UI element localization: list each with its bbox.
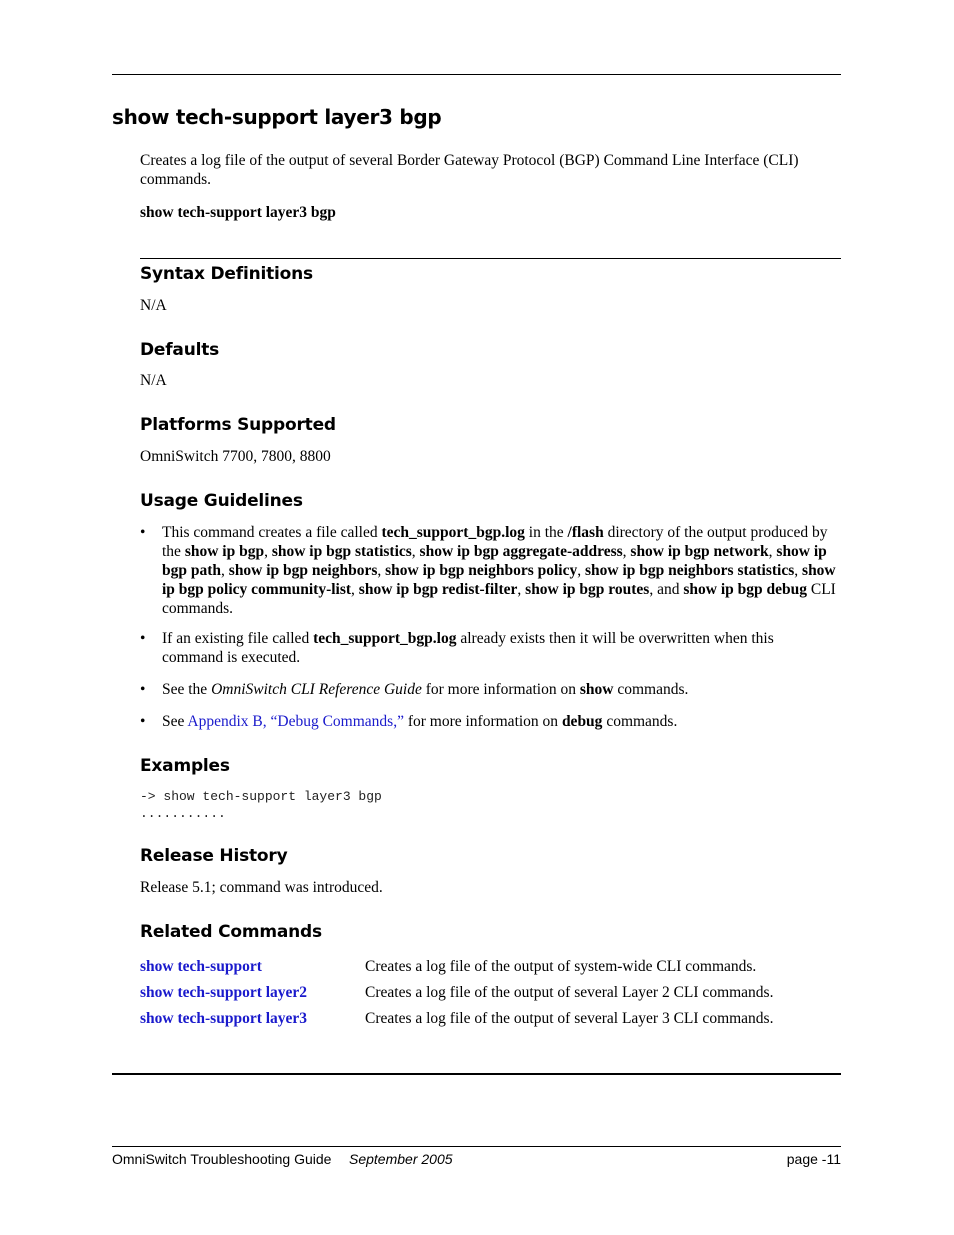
- example-code-line-1: -> show tech-support layer3 bgp: [140, 789, 382, 804]
- heading-defaults: Defaults: [140, 340, 220, 360]
- related-command-link[interactable]: show tech-support: [140, 958, 262, 975]
- release-history-text: Release 5.1; command was introduced.: [140, 879, 383, 896]
- top-rule: [112, 74, 841, 75]
- related-command-desc: Creates a log file of the output of several Layer 2 CLI commands.: [365, 984, 774, 1001]
- bullet-icon: •: [140, 524, 146, 541]
- example-code-line-2: ...........: [140, 806, 226, 821]
- command-syntax: show tech-support layer3 bgp: [140, 204, 336, 221]
- footer-guide-title: OmniSwitch Troubleshooting Guide: [112, 1151, 332, 1167]
- platforms-text: OmniSwitch 7700, 7800, 8800: [140, 448, 331, 465]
- related-command-desc: Creates a log file of the output of several Layer 3 CLI commands.: [365, 1010, 774, 1027]
- footer-date: September 2005: [349, 1151, 453, 1167]
- related-command-desc: Creates a log file of the output of system-wide CLI commands.: [365, 958, 757, 975]
- footer-page-number: page -11: [786, 1151, 841, 1167]
- heading-usage-guidelines: Usage Guidelines: [140, 491, 303, 511]
- bullet-icon: •: [140, 713, 146, 730]
- related-command-link[interactable]: show tech-support layer3: [140, 1010, 308, 1027]
- bullet-icon: •: [140, 630, 146, 647]
- heading-examples: Examples: [140, 756, 230, 776]
- page-title: show tech-support layer3 bgp: [112, 105, 442, 129]
- heading-related-commands: Related Commands: [140, 922, 322, 942]
- heading-platforms: Platforms Supported: [140, 415, 336, 435]
- syntax-definitions-text: N/A: [140, 297, 167, 314]
- bottom-rule: [112, 1073, 841, 1075]
- appendix-b-link[interactable]: Appendix B, “Debug Commands,”: [187, 713, 404, 730]
- defaults-text: N/A: [140, 372, 167, 389]
- heading-release-history: Release History: [140, 846, 288, 866]
- related-command-link[interactable]: show tech-support layer2: [140, 984, 308, 1001]
- section-rule: [140, 258, 841, 259]
- footer-rule: [112, 1146, 841, 1147]
- command-description: Creates a log file of the output of several Border Gateway Protocol (BGP) Command Line Interface (CLI) commands.: [140, 152, 799, 188]
- heading-syntax-definitions: Syntax Definitions: [140, 264, 313, 284]
- bullet-icon: •: [140, 681, 146, 698]
